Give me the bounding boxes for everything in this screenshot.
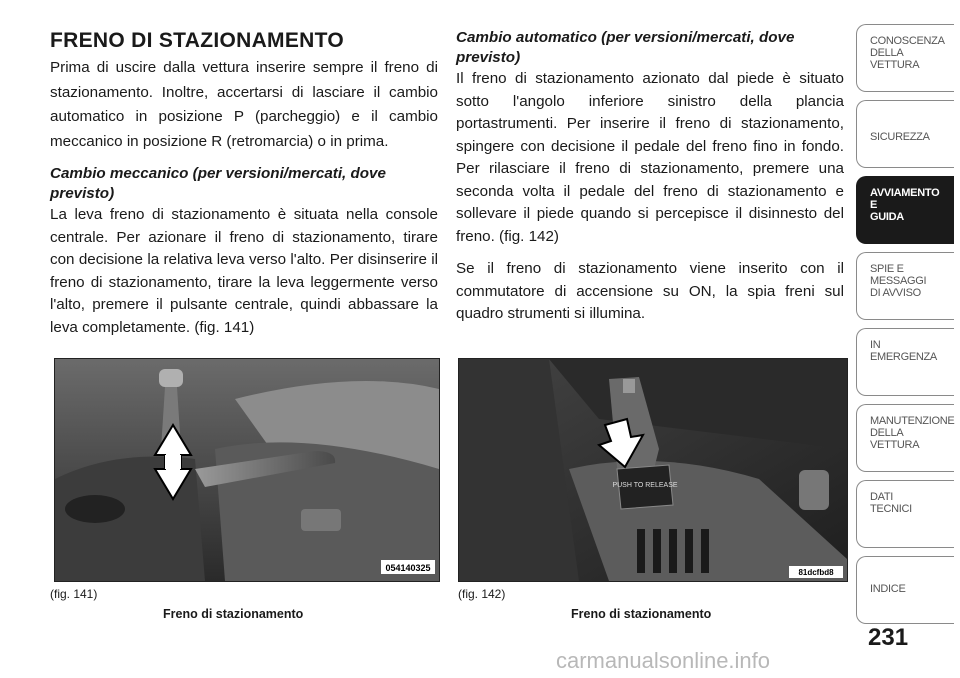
- tab-label: SPIE E MESSAGGI DI AVVISO: [870, 263, 927, 299]
- tab-label: AVVIAMENTO E GUIDA: [870, 187, 940, 223]
- tab-dati-tecnici[interactable]: [856, 480, 954, 548]
- tab-label: MANUTENZIONE DELLA VETTURA: [870, 415, 955, 451]
- watermark: carmanualsonline.info: [556, 648, 771, 673]
- tab-manutenzione-vettura[interactable]: [856, 404, 954, 472]
- automatic-paragraph-2: Se il freno di stazionamento viene inserito con il commutatore di accensione su ON, la spia freni sul quadro strumenti si illumina.: [456, 260, 844, 322]
- figure-142-label: (fig. 142): [458, 587, 506, 601]
- left-column: [50, 28, 438, 349]
- figure-code: 054140325: [385, 563, 431, 573]
- tab-in-emergenza[interactable]: [856, 328, 954, 396]
- tab-spie-messaggi[interactable]: [856, 252, 954, 320]
- pedal-label: PUSH TO RELEASE: [612, 482, 678, 489]
- tab-avviamento-guida[interactable]: [856, 176, 954, 244]
- manual-paragraph: La leva freno di stazionamento è situata nella console centrale. Per azionare il freno di stazionamento, tirare con decisione la relativa leva verso l'alto. Per disinserire il freno di stazionamento, tirare la leva leggermente verso l'alto, premere il pulsante centrale, quindi abbassare la leva completamente. (fig. 141): [50, 206, 438, 336]
- manual-heading: Cambio meccanico (per versioni/mercati, dove previsto): [50, 165, 386, 202]
- tab-label: IN EMERGENZA: [870, 339, 937, 363]
- figure-141-caption: Freno di stazionamento: [163, 607, 304, 621]
- figure-142-caption: Freno di stazionamento: [571, 607, 712, 621]
- tab-indice[interactable]: [856, 556, 954, 624]
- figure-141-label: (fig. 141): [50, 587, 98, 601]
- tab-label: SICUREZZA: [870, 131, 930, 143]
- tab-label: CONOSCENZA DELLA VETTURA: [870, 35, 945, 71]
- intro-paragraph: Prima di uscire dalla vettura inserire sempre il freno di stazionamento. Inoltre, accertarsi di lasciare il cambio automatico in posizione P (parcheggio) e il cambio meccanico in posizione R (retromarcia) o in prima.: [50, 59, 438, 150]
- automatic-heading: Cambio automatico (per versioni/mercati, dove previsto): [456, 29, 795, 66]
- figure-142: [458, 358, 848, 582]
- automatic-paragraph-1: Il freno di stazionamento azionato dal piede è situato sotto l'angolo inferiore sinistro della plancia portastrumenti. Per inserire il freno di stazionamento, spingere con decisione il pedale del freno fino in fondo. Per rilasciare il freno di stazionamento, premere una seconda volta il pedale del freno di stazionamento e sollevare il piede quando si percepisce il disinnesto del freno. (fig. 142): [456, 70, 844, 245]
- figure-141: [54, 358, 440, 582]
- tab-conoscenza-vettura[interactable]: [856, 24, 954, 92]
- handbrake-lever-illustration: [55, 359, 439, 581]
- tab-label: INDICE: [870, 583, 906, 595]
- tab-label: DATI TECNICI: [870, 491, 912, 515]
- parking-pedal-illustration: [459, 359, 847, 581]
- page-number: 231: [868, 624, 909, 651]
- right-column: [456, 28, 844, 336]
- tab-sicurezza[interactable]: [856, 100, 954, 168]
- figure-code: 81dcfbd8: [798, 568, 834, 577]
- section-title: FRENO DI STAZIONAMENTO: [50, 29, 344, 52]
